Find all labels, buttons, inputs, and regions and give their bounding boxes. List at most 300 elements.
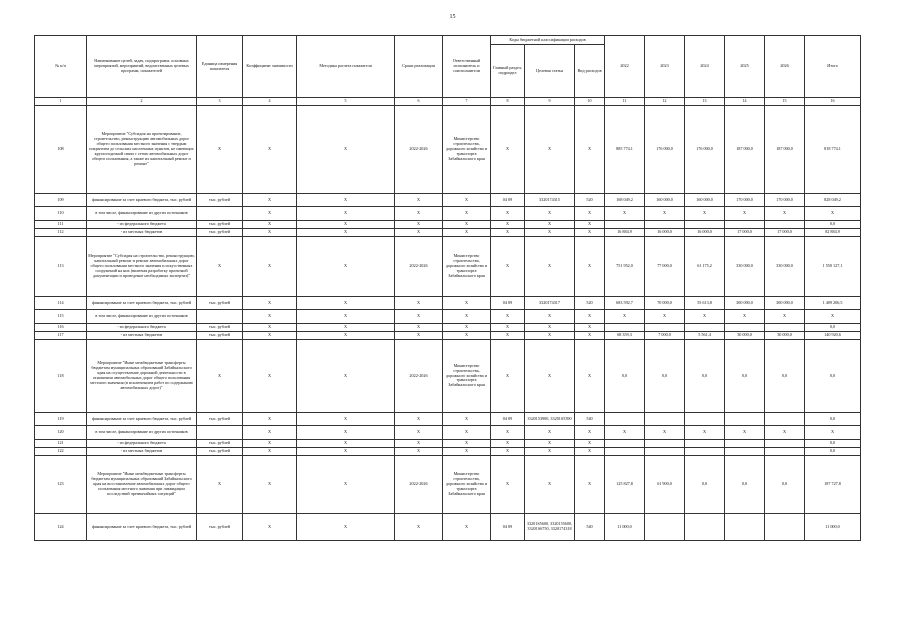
row-total: Х <box>805 207 861 221</box>
row-coef: Х <box>243 194 297 207</box>
row-method: Х <box>297 456 395 514</box>
row-unit: тыс. рублей <box>197 194 243 207</box>
row-2023: Х <box>645 310 685 324</box>
row-number: 109 <box>35 194 87 207</box>
row-razdel: Х <box>491 221 525 229</box>
row-number: 122 <box>35 448 87 456</box>
row-executor: Х <box>443 229 491 237</box>
row-2024: 176 000,0 <box>685 106 725 194</box>
row-number: 116 <box>35 324 87 332</box>
row-unit: тыс. рублей <box>197 413 243 426</box>
row-vid: 520 <box>575 297 605 310</box>
row-period: Х <box>395 332 443 340</box>
row-2026 <box>765 221 805 229</box>
row-period: 2022-2026 <box>395 456 443 514</box>
row-name: финансирование за счет краевого бюджета, тыс. рублей <box>87 297 197 310</box>
table-row <box>35 297 861 310</box>
row-coef: Х <box>243 106 297 194</box>
row-2025: 0,0 <box>725 456 765 514</box>
col-number: 11 <box>605 98 645 106</box>
row-name: в том числе, финансирование из других источников <box>87 310 197 324</box>
row-razdel: 04 09 <box>491 297 525 310</box>
row-2023: Х <box>645 207 685 221</box>
row-razdel: 04 09 <box>491 194 525 207</box>
row-coef: Х <box>243 448 297 456</box>
row-2026: Х <box>765 310 805 324</box>
header-2023: 2023 <box>645 36 685 98</box>
header-unit: Единица измерения показателя <box>197 36 243 98</box>
col-number: 6 <box>395 98 443 106</box>
row-executor: Х <box>443 514 491 541</box>
row-total: 0,0 <box>805 324 861 332</box>
header-total: Итого <box>805 36 861 98</box>
row-2022: 168 049,2 <box>605 194 645 207</box>
row-number: 121 <box>35 440 87 448</box>
row-period: 2022-2026 <box>395 106 443 194</box>
header-method: Методика расчета показателя <box>297 36 395 98</box>
col-number: 12 <box>645 98 685 106</box>
row-vid: Х <box>575 440 605 448</box>
table-row <box>35 207 861 221</box>
row-statya: 3320174317 <box>525 297 575 310</box>
row-razdel: Х <box>491 340 525 413</box>
col-number: 13 <box>685 98 725 106</box>
row-2022: 683 592,7 <box>605 297 645 310</box>
header-name: Наименование целей, задач, подпрограмм, основных мероприятий, мероприятий, ведомственных целевых программ, показателей <box>87 36 197 98</box>
row-2026: 187 000,0 <box>765 106 805 194</box>
row-statya: 3320153900, 33201S5390 <box>525 413 575 426</box>
row-unit: тыс. рублей <box>197 448 243 456</box>
budget-table <box>34 35 861 541</box>
row-total: 1 409 206,5 <box>805 297 861 310</box>
row-name: Мероприятие "Субсидия на строительство, реконструкцию, капитальный ремонт и ремонт автомобильных дорог общего пользования местного значения и искусственных сооружений на них (включая разработку проектной документации и проведение необходимых экспертиз)" <box>87 237 197 297</box>
row-unit: Х <box>197 340 243 413</box>
row-2023 <box>645 514 685 541</box>
row-number: 115 <box>35 310 87 324</box>
row-method: Х <box>297 440 395 448</box>
row-2026: 30 000,0 <box>765 332 805 340</box>
row-vid: 520 <box>575 194 605 207</box>
table-row <box>35 332 861 340</box>
row-period: Х <box>395 297 443 310</box>
row-2022 <box>605 221 645 229</box>
row-2023: 61 900,0 <box>645 456 685 514</box>
row-coef: Х <box>243 324 297 332</box>
row-vid: Х <box>575 221 605 229</box>
row-2024: 0,0 <box>685 456 725 514</box>
table-row <box>35 194 861 207</box>
row-method: Х <box>297 310 395 324</box>
row-coef: Х <box>243 310 297 324</box>
row-number: 124 <box>35 514 87 541</box>
header-2026: 2026 <box>765 36 805 98</box>
col-number: 4 <box>243 98 297 106</box>
row-period: Х <box>395 413 443 426</box>
row-method: Х <box>297 324 395 332</box>
row-statya: Х <box>525 229 575 237</box>
row-2024 <box>685 221 725 229</box>
row-total: 0,0 <box>805 221 861 229</box>
row-coef: Х <box>243 221 297 229</box>
row-2023: 176 000,0 <box>645 106 685 194</box>
row-2025 <box>725 448 765 456</box>
row-2026: Х <box>765 207 805 221</box>
table-row <box>35 221 861 229</box>
row-unit <box>197 426 243 440</box>
row-2024 <box>685 324 725 332</box>
row-name: финансирование за счет краевого бюджета, тыс. рублей <box>87 413 197 426</box>
row-number: 110 <box>35 207 87 221</box>
row-total: 828 049,2 <box>805 194 861 207</box>
row-period: Х <box>395 310 443 324</box>
row-2022: 16 884,9 <box>605 229 645 237</box>
col-number: 9 <box>525 98 575 106</box>
row-2025 <box>725 221 765 229</box>
row-razdel: Х <box>491 237 525 297</box>
row-total: 0,0 <box>805 340 861 413</box>
row-executor: Министерство строительства, дорожного хозяйства и транспорта Забайкальского края <box>443 106 491 194</box>
row-razdel: Х <box>491 106 525 194</box>
row-2026: 330 000,0 <box>765 237 805 297</box>
row-executor: Х <box>443 448 491 456</box>
page-number: 15 <box>449 14 456 20</box>
row-period: Х <box>395 448 443 456</box>
row-2023 <box>645 448 685 456</box>
table-row <box>35 237 861 297</box>
row-razdel: Х <box>491 456 525 514</box>
row-coef: Х <box>243 440 297 448</box>
row-razdel: Х <box>491 229 525 237</box>
row-statya: Х <box>525 221 575 229</box>
row-2024: Х <box>685 310 725 324</box>
row-coef: Х <box>243 229 297 237</box>
row-total: 0,0 <box>805 440 861 448</box>
row-executor: Х <box>443 207 491 221</box>
row-statya: Х <box>525 106 575 194</box>
row-number: 112 <box>35 229 87 237</box>
row-2026: 300 000,0 <box>765 297 805 310</box>
row-2025 <box>725 514 765 541</box>
row-2025 <box>725 324 765 332</box>
row-vid: 540 <box>575 514 605 541</box>
row-period: Х <box>395 324 443 332</box>
row-method: Х <box>297 221 395 229</box>
table-row <box>35 426 861 440</box>
row-vid: Х <box>575 340 605 413</box>
col-number: 15 <box>765 98 805 106</box>
row-name: - из федерального бюджета <box>87 324 197 332</box>
row-2023: 16 000,0 <box>645 229 685 237</box>
row-2024: 5 561,4 <box>685 332 725 340</box>
row-2023 <box>645 324 685 332</box>
row-statya: Х <box>525 426 575 440</box>
row-vid: Х <box>575 229 605 237</box>
row-coef: Х <box>243 297 297 310</box>
row-unit: тыс. рублей <box>197 514 243 541</box>
row-statya: Х <box>525 456 575 514</box>
row-2025: 0,0 <box>725 340 765 413</box>
row-total: Х <box>805 310 861 324</box>
row-method: Х <box>297 237 395 297</box>
row-vid: 540 <box>575 413 605 426</box>
row-coef: Х <box>243 426 297 440</box>
header-razdel: Главный раздел, подраздел <box>491 45 525 98</box>
table-row <box>35 106 861 194</box>
row-2025 <box>725 440 765 448</box>
row-name: - из федерального бюджета <box>87 440 197 448</box>
row-2024 <box>685 440 725 448</box>
col-number: 14 <box>725 98 765 106</box>
row-2026: 17 000,0 <box>765 229 805 237</box>
row-method: Х <box>297 448 395 456</box>
row-2024: 0,0 <box>685 340 725 413</box>
row-razdel: 04 09 <box>491 413 525 426</box>
row-period: 2022-2026 <box>395 237 443 297</box>
row-name: - из федерального бюджета <box>87 221 197 229</box>
col-number: 5 <box>297 98 395 106</box>
col-number: 16 <box>805 98 861 106</box>
row-unit: тыс. рублей <box>197 440 243 448</box>
row-coef: Х <box>243 456 297 514</box>
col-number: 2 <box>87 98 197 106</box>
row-statya: Х <box>525 448 575 456</box>
row-2024: 55 613,8 <box>685 297 725 310</box>
row-number: 118 <box>35 340 87 413</box>
row-2026 <box>765 440 805 448</box>
header-2025: 2025 <box>725 36 765 98</box>
row-2022: 68 359,3 <box>605 332 645 340</box>
row-2022: 0,0 <box>605 340 645 413</box>
row-executor: Министерство строительства, дорожного хозяйства и транспорта Забайкальского края <box>443 456 491 514</box>
row-2026: Х <box>765 426 805 440</box>
row-name: - из местных бюджетов <box>87 229 197 237</box>
row-2026: 0,0 <box>765 340 805 413</box>
row-2025: Х <box>725 207 765 221</box>
row-vid: Х <box>575 448 605 456</box>
row-2026 <box>765 448 805 456</box>
row-executor: Министерство строительства, дорожного хозяйства и транспорта Забайкальского края <box>443 237 491 297</box>
row-executor: Х <box>443 413 491 426</box>
row-2023: 7 000,0 <box>645 332 685 340</box>
row-2025: Х <box>725 310 765 324</box>
table-row <box>35 448 861 456</box>
row-unit: Х <box>197 456 243 514</box>
row-vid: Х <box>575 456 605 514</box>
row-number: 111 <box>35 221 87 229</box>
table-row <box>35 310 861 324</box>
row-statya: Х <box>525 332 575 340</box>
row-name: Мероприятие "Иные межбюджетные трансферты бюджетам муниципальных образований Забайкальского края на осуществление дорожной деятельности в отношении автомобильных дорог общего пользования местного значения (в исключением работ по содержанию автомобильных дорог)" <box>87 340 197 413</box>
row-2022: Х <box>605 426 645 440</box>
row-period: Х <box>395 440 443 448</box>
row-2022 <box>605 413 645 426</box>
row-period: Х <box>395 207 443 221</box>
row-number: 113 <box>35 237 87 297</box>
row-coef: Х <box>243 413 297 426</box>
row-2025: 170 000,0 <box>725 194 765 207</box>
row-razdel: Х <box>491 426 525 440</box>
row-method: Х <box>297 194 395 207</box>
col-number: 8 <box>491 98 525 106</box>
row-coef: Х <box>243 332 297 340</box>
row-2023 <box>645 221 685 229</box>
row-statya: Х <box>525 324 575 332</box>
row-total: 187 727,8 <box>805 456 861 514</box>
row-name: финансирование за счет краевого бюджета, тыс. рублей <box>87 194 197 207</box>
row-2026 <box>765 413 805 426</box>
row-2024: Х <box>685 207 725 221</box>
row-vid: Х <box>575 332 605 340</box>
col-number: 10 <box>575 98 605 106</box>
row-vid: Х <box>575 324 605 332</box>
row-2024 <box>685 448 725 456</box>
row-coef: Х <box>243 514 297 541</box>
row-2026 <box>765 324 805 332</box>
row-2023: Х <box>645 426 685 440</box>
header-statya: Целевая статья <box>525 45 575 98</box>
row-unit <box>197 310 243 324</box>
row-method: Х <box>297 106 395 194</box>
row-2022: 11 000,0 <box>605 514 645 541</box>
row-2022 <box>605 324 645 332</box>
col-number: 1 <box>35 98 87 106</box>
row-unit: тыс. рублей <box>197 221 243 229</box>
row-name: Мероприятие "Субсидия на проектирование, строительство, реконструкцию автомобильных дорог общего пользования местного значения с твердым покрытием до сельских населенных пунктов, не имеющих круглогодичной связи с сетью автомобильных дорог общего пользования, а также их капитальный ремонт и ремонт" <box>87 106 197 194</box>
row-executor: Х <box>443 221 491 229</box>
table-row <box>35 413 861 426</box>
row-number: 120 <box>35 426 87 440</box>
row-name: - из местных бюджетов <box>87 332 197 340</box>
row-method: Х <box>297 207 395 221</box>
row-total: 11 000,0 <box>805 514 861 541</box>
row-statya: Х <box>525 237 575 297</box>
row-unit: тыс. рублей <box>197 324 243 332</box>
row-statya: Х <box>525 340 575 413</box>
row-2024 <box>685 514 725 541</box>
table-row <box>35 229 861 237</box>
row-total: 0,0 <box>805 448 861 456</box>
row-coef: Х <box>243 237 297 297</box>
row-total: 140 920,6 <box>805 332 861 340</box>
row-period: Х <box>395 221 443 229</box>
row-executor: Х <box>443 440 491 448</box>
header-coef: Коэффициент значимости <box>243 36 297 98</box>
row-method: Х <box>297 413 395 426</box>
row-2023: 0,0 <box>645 340 685 413</box>
row-2024 <box>685 413 725 426</box>
column-number-row <box>35 98 861 106</box>
table-row <box>35 440 861 448</box>
header-vid: Вид расходов <box>575 45 605 98</box>
row-coef: Х <box>243 340 297 413</box>
row-2026: 170 000,0 <box>765 194 805 207</box>
table-row <box>35 324 861 332</box>
row-2025: 17 000,0 <box>725 229 765 237</box>
row-2022: 751 952,0 <box>605 237 645 297</box>
row-2024: 16 000,0 <box>685 229 725 237</box>
row-method: Х <box>297 514 395 541</box>
row-2023 <box>645 440 685 448</box>
table-row <box>35 514 861 541</box>
header-2024: 2024 <box>685 36 725 98</box>
row-name: Мероприятие "Иные межбюджетные трансферты бюджетам муниципальных образований Забайкальского края на восстановление автомобильных дорог общего пользования местного значения при ликвидации последствий чрезвычайных ситуаций" <box>87 456 197 514</box>
header-budget-group: Коды бюджетной классификации расходов <box>491 36 605 45</box>
row-number: 114 <box>35 297 87 310</box>
row-razdel: Х <box>491 448 525 456</box>
row-method: Х <box>297 297 395 310</box>
row-razdel: Х <box>491 324 525 332</box>
row-period: Х <box>395 194 443 207</box>
row-name: в том числе, финансирование из других источников <box>87 426 197 440</box>
row-unit: тыс. рублей <box>197 332 243 340</box>
row-period: Х <box>395 426 443 440</box>
row-2022: 885 774,1 <box>605 106 645 194</box>
col-number: 3 <box>197 98 243 106</box>
row-2025: 300 000,0 <box>725 297 765 310</box>
row-executor: Х <box>443 426 491 440</box>
row-statya: Х <box>525 207 575 221</box>
row-period: 2022-2026 <box>395 340 443 413</box>
row-2024: 61 175,2 <box>685 237 725 297</box>
row-total: 82 884,9 <box>805 229 861 237</box>
row-executor: Х <box>443 194 491 207</box>
row-vid: Х <box>575 237 605 297</box>
row-razdel: 04 09 <box>491 514 525 541</box>
row-executor: Х <box>443 332 491 340</box>
row-method: Х <box>297 340 395 413</box>
row-coef: Х <box>243 207 297 221</box>
row-number: 117 <box>35 332 87 340</box>
row-2026: 0,0 <box>765 456 805 514</box>
row-2022: Х <box>605 310 645 324</box>
row-razdel: Х <box>491 332 525 340</box>
row-2025: 187 000,0 <box>725 106 765 194</box>
row-name: финансирование за счет краевого бюджета, тыс. рублей <box>87 514 197 541</box>
row-number: 123 <box>35 456 87 514</box>
col-number: 7 <box>443 98 491 106</box>
row-number: 119 <box>35 413 87 426</box>
row-razdel: Х <box>491 440 525 448</box>
row-method: Х <box>297 229 395 237</box>
row-vid: Х <box>575 310 605 324</box>
row-vid: Х <box>575 207 605 221</box>
row-total: 818 774,1 <box>805 106 861 194</box>
row-2024: Х <box>685 426 725 440</box>
row-2022 <box>605 440 645 448</box>
row-executor: Министерство строительства, дорожного хозяйства и транспорта Забайкальского края <box>443 340 491 413</box>
row-name: - из местных бюджетов <box>87 448 197 456</box>
row-2025: 30 000,0 <box>725 332 765 340</box>
row-unit: тыс. рублей <box>197 297 243 310</box>
row-2023: 160 000,0 <box>645 194 685 207</box>
row-name: в том числе, финансирование из других источников <box>87 207 197 221</box>
row-vid: Х <box>575 106 605 194</box>
row-total: 1 550 127,1 <box>805 237 861 297</box>
row-statya: 33201S5600, 3320155600, 33201S6750, 3320174318 <box>525 514 575 541</box>
row-2025: 330 000,0 <box>725 237 765 297</box>
table-row <box>35 340 861 413</box>
row-executor: Х <box>443 297 491 310</box>
row-unit: Х <box>197 106 243 194</box>
row-2025: Х <box>725 426 765 440</box>
row-2026 <box>765 514 805 541</box>
row-2025 <box>725 413 765 426</box>
row-razdel: Х <box>491 310 525 324</box>
row-unit: Х <box>197 237 243 297</box>
row-2023: 77 000,0 <box>645 237 685 297</box>
row-method: Х <box>297 426 395 440</box>
row-2023 <box>645 413 685 426</box>
